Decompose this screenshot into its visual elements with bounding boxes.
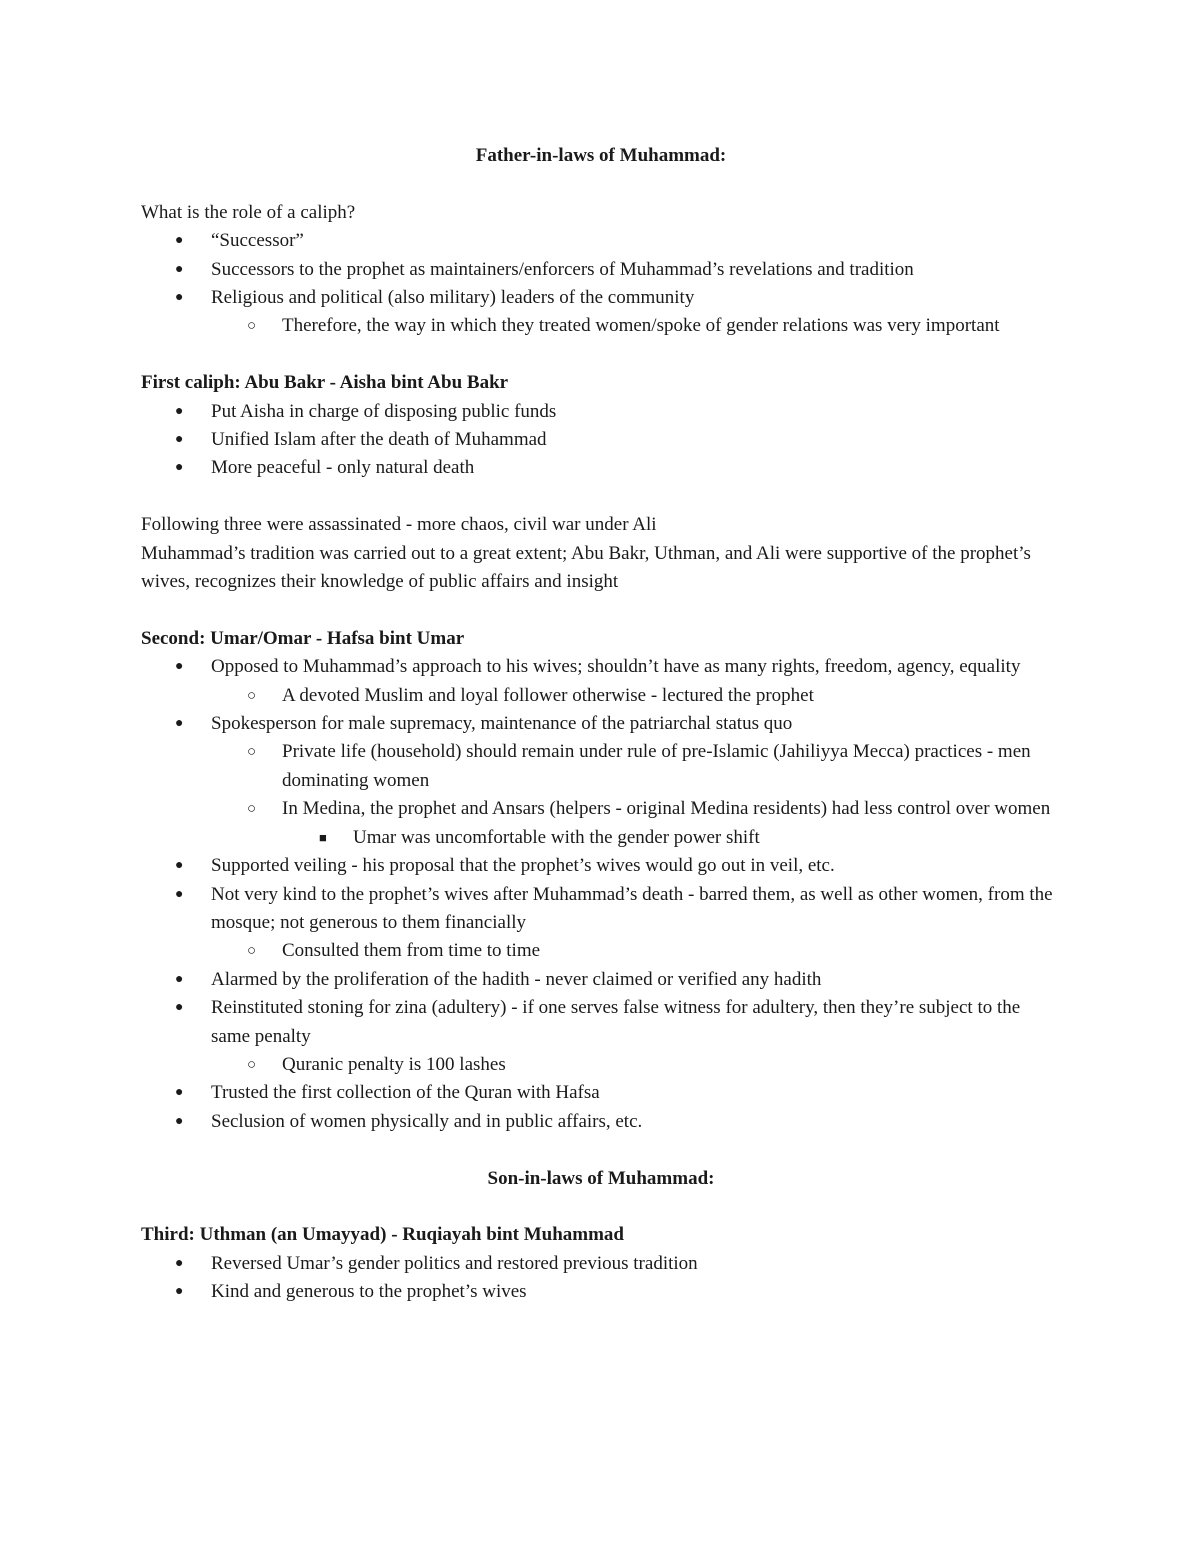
list-subitem: ○ In Medina, the prophet and Ansars (helpers - original Medina residents) had less control over women	[141, 795, 1061, 823]
spacer	[141, 341, 1061, 369]
spacer	[141, 1193, 1061, 1221]
list-subitem: ○ A devoted Muslim and loyal follower otherwise - lectured the prophet	[141, 682, 1061, 710]
bullet-icon: ●	[175, 1284, 184, 1300]
list-item: ● Successors to the prophet as maintainers/enforcers of Muhammad’s revelations and tradition	[141, 256, 1061, 284]
list-item: ● Not very kind to the prophet’s wives after Muhammad’s death - barred them, as well as other women, from the mosque; not generous to them financially	[141, 881, 1061, 938]
bullet-icon: ●	[175, 659, 184, 675]
caliph-role-list	[141, 227, 1061, 341]
bullet-icon: ●	[175, 1255, 184, 1271]
bullet-icon: ●	[175, 261, 184, 277]
bullet-icon: ●	[175, 1000, 184, 1016]
list-item: ● Alarmed by the proliferation of the hadith - never claimed or verified any hadith	[141, 966, 1061, 994]
bullet-icon: ●	[175, 716, 184, 732]
list-item: ● “Successor”	[141, 227, 1061, 255]
section-title-father-in-laws: Father-in-laws of Muhammad:	[475, 145, 727, 166]
list-item: ● Reinstituted stoning for zina (adultery) - if one serves false witness for adultery, then they’re subject to the same penalty	[141, 994, 1061, 1051]
bullet-icon: ●	[175, 432, 184, 448]
list-item: ● Unified Islam after the death of Muhammad	[141, 426, 1061, 454]
list-subitem: ○ Private life (household) should remain under rule of pre-Islamic (Jahiliyya Mecca) practices - men dominating women	[141, 738, 1061, 795]
spacer	[141, 1136, 1061, 1164]
list-item: ● Trusted the first collection of the Quran with Hafsa	[141, 1079, 1061, 1107]
second-caliph-list	[141, 653, 1061, 1136]
bullet-icon: ●	[175, 290, 184, 306]
question-text: What is the role of a caliph?	[141, 201, 356, 223]
list-item: ● Supported veiling - his proposal that the prophet’s wives would go out in veil, etc.	[141, 852, 1061, 880]
paragraph-assassinated: Following three were assassinated - more chaos, civil war under Ali	[141, 514, 657, 536]
square-bullet-icon: ■	[319, 829, 327, 845]
list-subitem: ○ Quranic penalty is 100 lashes	[141, 1051, 1061, 1079]
list-item: ● Religious and political (also military) leaders of the community	[141, 284, 1061, 312]
first-caliph-list	[141, 398, 1061, 483]
list-subsubitem: ■ Umar was uncomfortable with the gender power shift	[141, 824, 1061, 852]
bullet-icon: ●	[175, 886, 184, 902]
spacer	[141, 596, 1061, 624]
document-page	[141, 142, 1061, 1307]
circle-bullet-icon: ○	[247, 744, 257, 761]
bullet-icon: ●	[175, 1113, 184, 1129]
third-caliph-heading: Third: Uthman (an Umayyad) - Ruqiayah bint Muhammad	[141, 1224, 624, 1246]
circle-bullet-icon: ○	[247, 1056, 257, 1073]
list-item: ● Reversed Umar’s gender politics and restored previous tradition	[141, 1250, 1061, 1278]
list-item: ● Seclusion of women physically and in public affairs, etc.	[141, 1108, 1061, 1136]
bullet-icon: ●	[175, 971, 184, 987]
list-item: ● Kind and generous to the prophet’s wives	[141, 1278, 1061, 1306]
bullet-icon: ●	[175, 403, 184, 419]
circle-bullet-icon: ○	[247, 318, 257, 335]
second-caliph-heading: Second: Umar/Omar - Hafsa bint Umar	[141, 627, 465, 649]
list-subitem: ○ Consulted them from time to time	[141, 937, 1061, 965]
first-caliph-heading: First caliph: Abu Bakr - Aisha bint Abu Bakr	[141, 372, 509, 394]
list-item: ● Opposed to Muhammad’s approach to his wives; shouldn’t have as many rights, freedom, agency, equality	[141, 653, 1061, 681]
bullet-icon: ●	[175, 460, 184, 476]
paragraph-tradition: Muhammad’s tradition was carried out to a great extent; Abu Bakr, Uthman, and Ali were supportive of the prophet’s wives, recognizes their knowledge of public affairs and insight	[141, 542, 1031, 593]
section-title-son-in-laws: Son-in-laws of Muhammad:	[487, 1167, 715, 1189]
third-caliph-list	[141, 1250, 1061, 1307]
circle-bullet-icon: ○	[247, 943, 257, 960]
list-subitem: ○ Therefore, the way in which they treated women/spoke of gender relations was very important	[141, 312, 1061, 340]
list-item: ● Spokesperson for male supremacy, maintenance of the patriarchal status quo	[141, 710, 1061, 738]
bullet-icon: ●	[175, 858, 184, 874]
spacer	[141, 170, 1061, 198]
list-item: ● More peaceful - only natural death	[141, 454, 1061, 482]
spacer	[141, 483, 1061, 511]
circle-bullet-icon: ○	[247, 801, 257, 818]
circle-bullet-icon: ○	[247, 687, 257, 704]
list-item: ● Put Aisha in charge of disposing public funds	[141, 398, 1061, 426]
bullet-icon: ●	[175, 1085, 184, 1101]
bullet-icon: ●	[175, 233, 184, 249]
